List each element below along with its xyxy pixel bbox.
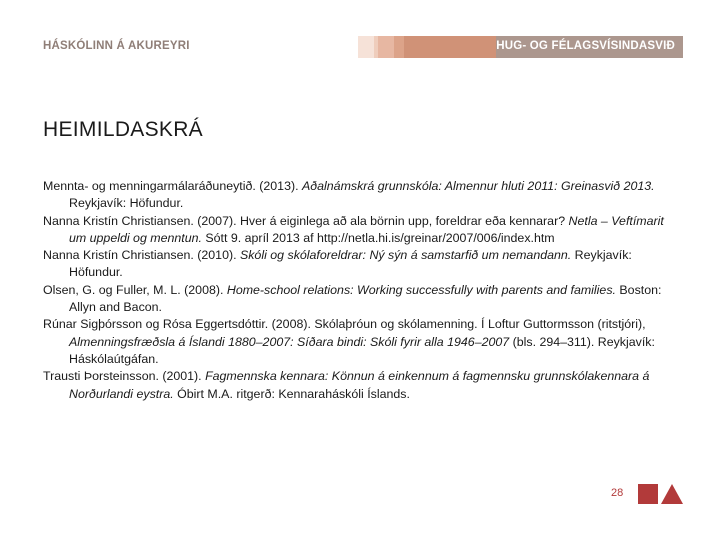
reference-title: Home-school relations: Working successfully with parents and families. xyxy=(226,282,616,297)
page-title: HEIMILDASKRÁ xyxy=(43,118,203,141)
school-name: HUG- OG FÉLAGSVÍSINDASVIÐ xyxy=(496,40,675,52)
reference-entry xyxy=(43,213,683,248)
reference-entry xyxy=(43,282,683,317)
reference-text: Olsen, G. og Fuller, M. L. (2008). xyxy=(43,282,227,297)
reference-title: Skóli og skólaforeldrar: Ný sýn á samstarfið um nemandann. xyxy=(239,248,572,263)
reference-text: (bls. 294–311). Reykjavík: Háskólaútgáfan. xyxy=(69,334,655,366)
reference-entry xyxy=(43,368,683,403)
logo-triangle xyxy=(661,484,683,504)
reference-title: Netla – Veftímarit um uppeldi og menntun. xyxy=(69,213,664,245)
reference-text: Óbirt M.A. ritgerð: Kennaraháskóli Íslands. xyxy=(173,386,410,401)
reference-text: Reykjavík: Höfundur. xyxy=(69,196,184,211)
reference-text: Sótt 9. apríl 2013 af http://netla.hi.is/greinar/2007/006/index.htm xyxy=(201,230,555,245)
band-segment-1 xyxy=(358,36,374,58)
university-logo-icon xyxy=(638,483,684,505)
reference-text: Nanna Kristín Christiansen. (2010). xyxy=(43,248,240,263)
band-segment-3 xyxy=(378,36,394,58)
reference-title: Aðalnámskrá grunnskóla: Almennur hluti 2011: Greinasvið 2013. xyxy=(301,179,655,193)
reference-text: Trausti Þorsteinsson. (2001). xyxy=(43,369,206,384)
reference-text: Boston: Allyn and Bacon. xyxy=(69,282,662,315)
university-name: HÁSKÓLINN Á AKUREYRI xyxy=(43,40,190,52)
reference-entry xyxy=(43,247,683,282)
band-segment-4 xyxy=(394,36,404,58)
header-band xyxy=(358,36,683,58)
reference-list xyxy=(43,178,683,403)
reference-text: Mennta- og menningarmálaráðuneytið. (2013). xyxy=(43,179,302,193)
reference-title: Fagmennska kennara: Könnun á einkennum á fagmennsku grunnskólakennara á Norðurlandi eystra. xyxy=(69,369,650,401)
page-number: 28 xyxy=(611,487,624,499)
reference-entry xyxy=(43,178,683,213)
reference-entry xyxy=(43,316,683,368)
reference-text: Rúnar Sigþórsson og Rósa Eggertsdóttir. (2008). Skólaþróun og skólamenning. Í Loftur Guttormsson (ritstjóri), xyxy=(43,317,646,332)
reference-text: Nanna Kristín Christiansen. (2007). Hver á eiginlega að ala börnin upp, foreldrar eða kennarar? xyxy=(43,213,569,228)
reference-text: Reykjavík: Höfundur. xyxy=(69,248,632,280)
reference-title: Almenningsfræðsla á Íslandi 1880–2007: Síðara bindi: Skóli fyrir alla 1946–2007 xyxy=(69,334,510,349)
logo-square xyxy=(638,484,658,504)
band-segment-5 xyxy=(404,36,496,58)
